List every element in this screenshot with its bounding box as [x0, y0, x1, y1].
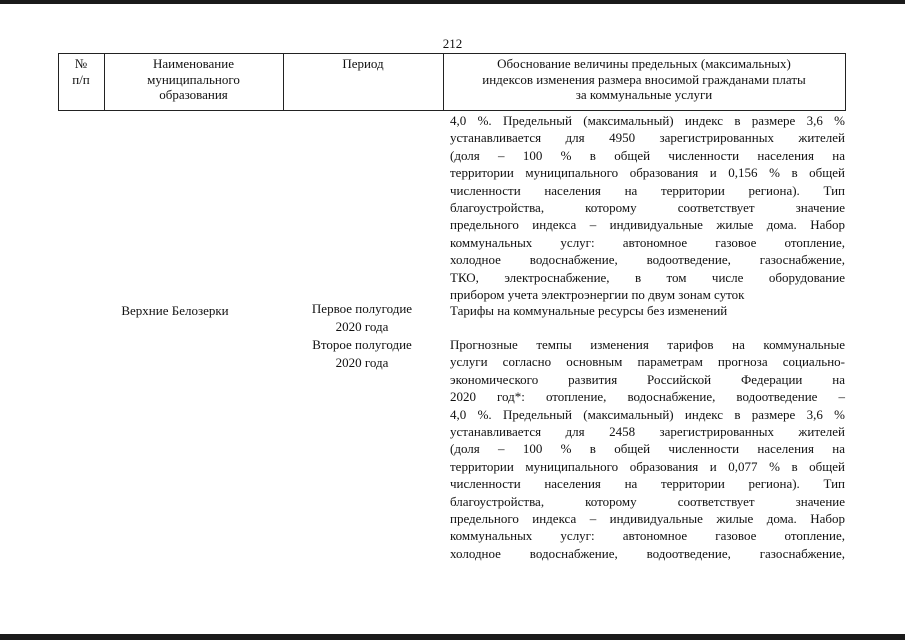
- text-line: коммунальных услуг: автономное газовое отопление,: [450, 234, 845, 250]
- header-period: [283, 56, 443, 72]
- text-line: прибором учета электроэнергии по двум зонам суток: [450, 287, 745, 303]
- justification-continuation: [450, 112, 845, 303]
- text-line: Тарифы на коммунальные ресурсы без изменений: [450, 303, 728, 318]
- header-name-line: муниципального: [147, 71, 240, 87]
- text-line: холодное водоснабжение, водоотведение, газоснабжение,: [450, 545, 845, 561]
- text-line: численности населения на территории региона). Тип: [450, 182, 845, 198]
- period-line: 2020 года: [335, 354, 389, 370]
- header-justification-line: индексов изменения размера вносимой гражданами платы: [482, 71, 806, 87]
- text-line: благоустройства, которому соответствует значение: [450, 493, 845, 509]
- text-line: экономического развития Российской Федерации на: [450, 371, 845, 387]
- period-line: Второе полугодие: [312, 337, 412, 352]
- text-line: территории муниципального образования и 0,156 % в общей: [450, 165, 845, 181]
- table-top-border: [58, 53, 846, 54]
- scan-bottom-edge: [0, 634, 905, 640]
- text-line: (доля – 100 % в общей численности населения на: [450, 441, 845, 457]
- period-second-half: [296, 336, 428, 371]
- period-line: Первое полугодие: [311, 301, 413, 316]
- text-line: (доля – 100 % в общей численности населения на: [450, 147, 845, 163]
- justification-second-half: [450, 336, 845, 562]
- period-first-half: [296, 300, 428, 335]
- header-justification: [443, 56, 845, 103]
- text-line: устанавливается для 2458 зарегистрированных жителей: [450, 424, 845, 440]
- text-line: предельного индекса – индивидуальные жилые дома. Набор: [450, 511, 845, 527]
- text-line: устанавливается для 4950 зарегистрированных жителей: [450, 130, 845, 146]
- period-line: 2020 года: [335, 318, 389, 334]
- header-name-line: образования: [159, 87, 228, 102]
- header-period-line: Период: [342, 56, 384, 71]
- table-right-border: [845, 53, 846, 111]
- header-number: [58, 56, 104, 87]
- text-line: предельного индекса – индивидуальные жилые дома. Набор: [450, 217, 845, 233]
- header-number-line: п/п: [72, 71, 90, 87]
- page-number: 212: [442, 36, 463, 51]
- header-justification-line: за коммунальные услуги: [575, 87, 713, 102]
- header-name: [104, 56, 283, 103]
- text-line: 4,0 %. Предельный (максимальный) индекс в размере 3,6 %: [450, 406, 845, 422]
- text-line: холодное водоснабжение, водоотведение, газоснабжение,: [450, 252, 845, 268]
- text-line: 2020 год*: отопление, водоснабжение, водоотведение –: [450, 389, 845, 405]
- text-line: Прогнозные темпы изменения тарифов на коммунальные: [450, 337, 845, 352]
- header-number-line: №: [74, 56, 88, 71]
- table-header-bottom-border: [58, 110, 846, 111]
- text-line: численности населения на территории региона). Тип: [450, 476, 845, 492]
- text-line: 4,0 %. Предельный (максимальный) индекс в размере 3,6 %: [450, 113, 845, 128]
- text-line: территории муниципального образования и 0,077 % в общей: [450, 458, 845, 474]
- text-line: ТКО, электроснабжение, в том числе оборудование: [450, 269, 845, 285]
- text-line: услуги согласно основным параметрам прогноза социально-: [450, 354, 845, 370]
- scan-top-edge: [0, 0, 905, 4]
- text-line: благоустройства, которому соответствует значение: [450, 200, 845, 216]
- text-line: коммунальных услуг: автономное газовое отопление,: [450, 528, 845, 544]
- municipality-name: Верхние Белозерки: [121, 303, 229, 318]
- header-justification-line: Обоснование величины предельных (максимальных): [497, 56, 791, 71]
- header-name-line: Наименование: [153, 56, 234, 71]
- justification-first-half: [450, 302, 845, 319]
